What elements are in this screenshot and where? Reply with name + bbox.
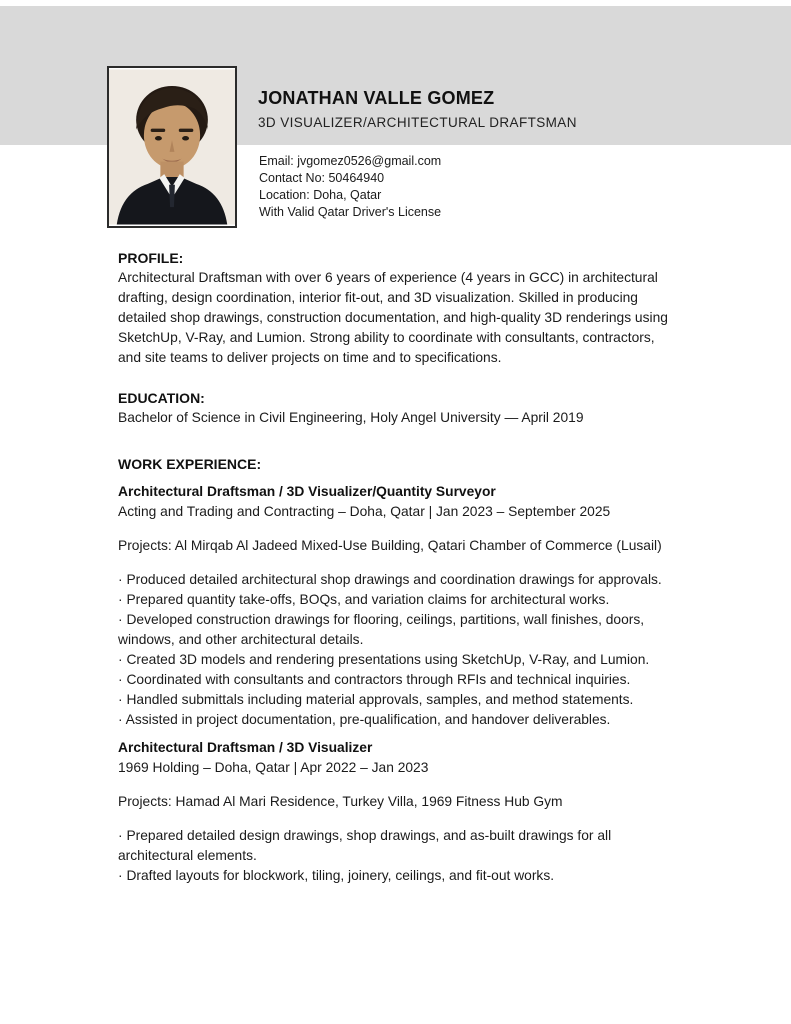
contact-location: Location: Doha, Qatar xyxy=(259,188,382,202)
job-entry xyxy=(118,738,678,886)
job-projects-line: Projects: Hamad Al Mari Residence, Turkey Villa, 1969 Fitness Hub Gym xyxy=(118,794,563,809)
education-heading: EDUCATION: xyxy=(118,390,205,406)
job-bullet: · Created 3D models and rendering presentations using SketchUp, V-Ray, and Lumion. xyxy=(118,650,678,670)
profile-photo xyxy=(107,66,237,228)
contact-block xyxy=(259,153,441,221)
portrait-illustration xyxy=(109,68,235,226)
contact-email: Email: jvgomez0526@gmail.com xyxy=(259,154,442,168)
job-bullet: · Coordinated with consultants and contractors through RFIs and technical inquiries. xyxy=(118,670,678,690)
contact-license: With Valid Qatar Driver's License xyxy=(259,205,442,219)
job-bullet: · Drafted layouts for blockwork, tiling, joinery, ceilings, and fit-out works. xyxy=(118,866,678,886)
contact-phone: Contact No: 50464940 xyxy=(259,171,385,185)
job-company-line: Acting and Trading and Contracting – Doha, Qatar | Jan 2023 – September 2025 xyxy=(118,504,611,519)
profile-heading: PROFILE: xyxy=(118,250,184,266)
name-block xyxy=(258,88,577,130)
job-bullet-list xyxy=(118,570,678,730)
profile-text: Architectural Draftsman with over 6 years of experience (4 years in GCC) in architectural drafting, design coordination, interior fit-out, and 3D visualization. Skilled in producing detailed shop drawings, construction documentation, and high-quality 3D renderings using SketchUp, V-Ray, and Lumion. Strong ability to coordinate with consultants, contractors, and site teams to deliver projects on time and to specifications. xyxy=(118,270,668,365)
resume-content xyxy=(0,248,680,886)
education-text: Bachelor of Science in Civil Engineering, Holy Angel University — April 2019 xyxy=(118,410,584,425)
job-bullet: · Handled submittals including material approvals, samples, and method statements. xyxy=(118,690,678,710)
job-bullet-list xyxy=(118,826,678,886)
job-bullet: · Assisted in project documentation, pre-qualification, and handover deliverables. xyxy=(118,710,678,730)
job-entry xyxy=(118,482,678,730)
job-title: Architectural Draftsman / 3D Visualizer xyxy=(118,740,373,755)
candidate-name: JONATHAN VALLE GOMEZ xyxy=(258,88,495,108)
job-bullet: · Produced detailed architectural shop drawings and coordination drawings for approvals. xyxy=(118,570,678,590)
resume-header xyxy=(0,0,791,248)
candidate-role: 3D VISUALIZER/ARCHITECTURAL DRAFTSMAN xyxy=(258,115,577,130)
job-bullet: · Prepared detailed design drawings, shop drawings, and as-built drawings for all architectural elements. xyxy=(118,826,678,866)
job-projects-line: Projects: Al Mirqab Al Jadeed Mixed-Use Building, Qatari Chamber of Commerce (Lusail) xyxy=(118,538,662,553)
job-bullet: · Prepared quantity take-offs, BOQs, and variation claims for architectural works. xyxy=(118,590,678,610)
job-bullet: · Developed construction drawings for flooring, ceilings, partitions, wall finishes, doors, windows, and other architectural details. xyxy=(118,610,678,650)
job-title: Architectural Draftsman / 3D Visualizer/Quantity Surveyor xyxy=(118,484,496,499)
work-experience-heading: WORK EXPERIENCE: xyxy=(118,456,262,472)
job-company-line: 1969 Holding – Doha, Qatar | Apr 2022 – Jan 2023 xyxy=(118,760,429,775)
